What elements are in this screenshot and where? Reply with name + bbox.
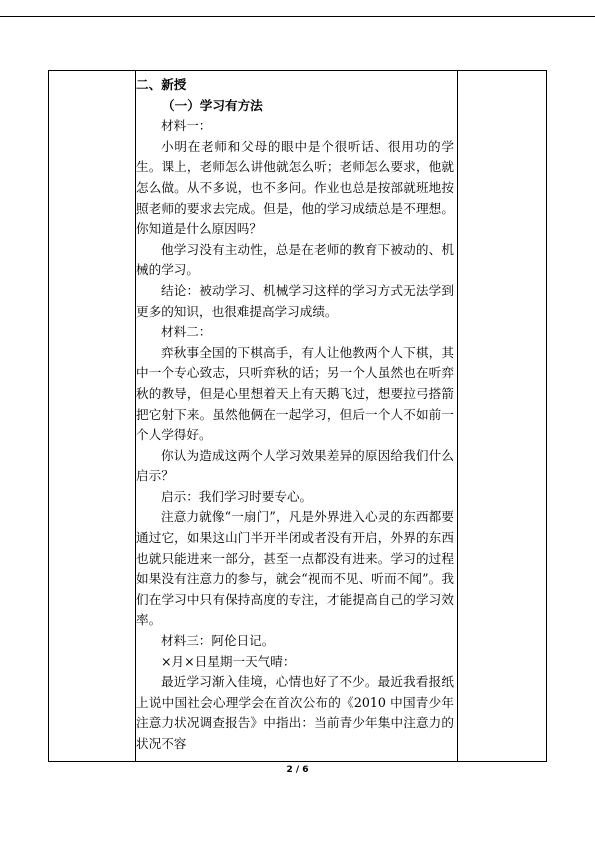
page-number: 2 / 6: [286, 765, 309, 775]
paragraph: 注意力就像“一扇门”，凡是外界进入心灵的东西都要通过它，如果这山门半开半闭或者没有开启，外界的东西也就只能进来一部分，甚至一点都没有进来。学习的过程如果没有注意力的参与，就会“视而不见、听而不闻”。我们在学习中只有保持高度的专注，才能提高自己的学习效率。: [136, 509, 454, 628]
paragraph: 你认为造成这两个人学习效果差异的原因给我们什么启示？: [136, 447, 454, 484]
paragraph: 启示：我们学习时要专心。: [161, 488, 313, 504]
paragraph: 他学习没有主动性，总是在老师的教育下被动的、机械的学习。: [136, 241, 454, 278]
subsection-heading: （一）学习有方法: [162, 97, 263, 113]
header-rule: [0, 16, 595, 17]
paragraph: 材料三：阿伦日记。: [161, 633, 275, 649]
section-heading: 二、新授: [136, 77, 187, 92]
lesson-content: [136, 75, 454, 755]
paragraph: 结论：被动学习、机械学习这样的学习方式无法学到更多的知识，也很难提高学习成绩。: [136, 282, 454, 319]
paragraph: 小明在老师和父母的眼中是个很听话、很用功的学生。课上，老师怎么讲他就怎么听；老师怎么要求，他就怎么做。从不多说，也不多问。作业也总是按部就班地按照老师的要求去完成。但是，他的学习成绩总是不理想。你知道是什么原因吗？: [136, 138, 454, 237]
paragraph: 最近学习渐入佳境，心情也好了不少。最近我看报纸上说中国社会心理学会在首次公布的《2010 中国青少年注意力状况调查报告》中指出：当前青少年集中注意力的状况不容: [136, 674, 454, 751]
paragraph: ×月×日星期一天气晴：: [161, 653, 296, 669]
paragraph: 材料二：: [161, 324, 212, 340]
paragraph: 材料一：: [161, 118, 212, 134]
table-column-divider-right: [457, 71, 458, 761]
paragraph: 弈秋事全国的下棋高手，有人让他教两个人下棋，其中一个专心致志，只听弈秋的话；另一个人虽然也在听弈秋的教导，但是心里想着天上有天鹅飞过，想要拉弓搭箭把它射下来。虽然他俩在一起学习，但后一个人不如前一个人学得好。: [136, 344, 454, 443]
